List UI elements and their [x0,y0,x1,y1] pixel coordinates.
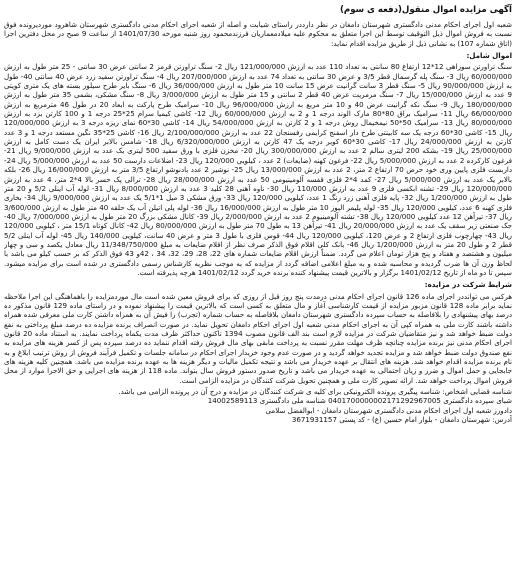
conditions-heading: شرایط شرکت در مزایده: [424,280,512,290]
assets-list: سنگ تراورتن سوراهی 12*12 ارتفاع 80 سانتی به تعداد 110 عدد به ارزش 121/000/000 ریال 2- سنگ تراورتن قرمز 2 سانتی عرض 30 سانتی - 25 متر طول به ارزش 60/000/000 ریال 3- سنگ پله گرسمال قطر 3/5 و عرض 30 سانتی به تعداد 74 عدد به ارزش 207/000/000 ریال 4- سنگ تراورتن سفید زرد عرض 40 سانتی 40- طول به ارزش 90/000/000 ریال 5- سنگ قطر 3 سانت گرانیت عرض 15 سانت 10 متر طول به ارزش 36/000/000 ریال 6- سنگ بایر طرح سیلور بسته های یک متری کویتی 9 عدد به ارزش 15/000/000 ریال 7- سنگ مرمریت عرض 40 قطر 2 سانتی و 15 متر طول به ارزش 3/000/000 ریال 8- سنگ مشکی، بشمی 35 متر طول به ارزش 180/000/000 ریال 9- سنگ نکه گرانیت عرض 40 و 10 متر مربع به ارزش 96/000/000 ریال 10- سرامیک طرح پارکت به ابعاد 20 در طول 46 مترمربع به ارزش 66/000/000 ریال 11- سرامیک براق 80*80 مارک الوند درجه 1 و 2 به ارزش 60/000/000 ریال 12- کاشی کیمیا سرام 25*25 درجه 1 و 100 کارتن بزد به ارزش 80/000/000 ریال 13- سرامیک 50*50 نیمخیمال روش درجه 1 و 2 کارتن به ارزش 54/000/000 ریال 14- کاشی 30*60 نمای ریزه درجه 3 به ارزش 120/000/000 ریال 15- کاشی 30*60 درجه یک سه کابینتی طرح دار اسفنج کرایمی رفسنجان 22 عدد به ارزش 2/100/000/000 ریال 16- کاشی 25*35 نگین مستعد درجه 1 و 3 عدد کارتن به ارزش 24/000/000 ریال 17- کاشی 30*60 کویر درجه یک 47 کارتن به ارزش 6/320/000/000 ریال 18- شامس بالابر ایران یک دست کامل به ارزش 25/000/000 ریال 19- بشکه 200 لیتری سالم 2 عدد به ارزش 300/000/000 ریال 20- مخزن فلزی با ورق سفید 500 لیتری یک عدد به ارزش 9/000/000 ریال 21- فرغون کارکرده 2 عدد به ارزش 5/000/000 ریال 22- فرغون کهنه (ضایعات) 2 عدد ، کیلویی 120/000 ریال 23- اضلاعات دارست 50 عدد به ارزش 5/000/000 ریال 24- داربست فلزی پایین وری خود حرض 70 ارتفاع 2 متر، 2 عدد به ارزش 13/000/000 ریال 25- نوشیر 2 عدد بادنوشو ارتفاع 3/5 متر به ارزش 16/000/000 ریال 26- بلکه بالابر یک عدد به ارزش 5/000/000 ریال 27- کمد 4*2 فلزی قفسه آلومینیومی 50 عدد به ارزش 28/000/000 ریال 28- ترالی پک حسر بالا 4*2 متر، 4 عدد به ارزش 120/000/000 ریال 29- تشنه ابکسی فلزی 9 عدد به ارزش 110/000 ریال 30- ناوه آهنی 28 کلید 3 عدد به ارزش 8/000/000 ریال 31- لوله آب اینلی 5/2 و 20 متر طول به ارزش 1/200/000 ریال 32- پایه فلزی آهنی زرد رنگ 1 عدد، کیلویی 120/000 ریال 33- ورق مشکی 3 میل 1*5/1 یک عدد به ارزش 9/000/000 ریال 34- بخاری فلزی کهنه 6 عدد، کیلویی 120/000 ریال 35- لوله پلیمر الپوز 10 متر طول به ارزش 16/000/000 ریال 36- لوله پلی اتیلن آب یک حلقه 40 متر طول به ارزش 3/600/000 ریال 37- تیرآهن 12 عدد کیلویی 120/000 ریال 38- تشته آلومینیوم 2 عدد به ارزش 2/000/000 ریال 39- کانال مشکی بزرگ 20 متر طول به ارزش 7/000/000 ریال 40- جک صنعتی زیر سقف یک عدد به ارزش 20/000/000 ریال 41- تیرآهن 13 به طول 70 متر طول به ارزش 80/000/000 ریال 42- کانال کوتاه 15/1 متر ، کیلویی 120/000 ریال 43- چهارچوب فلزی ارتفاع 2 و عرض 120، کیلویی 120/000 ریال 44- قوس فلزی با طول 3 متر و عرض 40 سانت، کیلویی 140/000 ریال 45- لوله آب اینلی 5/2 قطر 2 و طول 20 متر به ارزش 1/200/000 ریال 46- بانک کلی اقلام فوق الذکر صرف نظر از اقلام ضایعات به مبلغ 11/348/750/000 ریال معادل یکصد و سی و چهار میلیون و هشتصد و هفتاد و پنج هزار تومان اعلام می گردد. ضمناً ارزش اقلام ضایعات شماره های 22، 28، 29، 32، 34 ، 42و 43 فوق الذکر که بر حسب کیلو می باشد با لحاظ وزن آن ها ضرب گردیده و محاسبه شده و به مبلغ اعلامی اضافه گردد از مزایده که به موجب نظریه کارشناس رسمی دادگستری در شده است برای مزایده میشود. سپس تا دو ماه از تاریخ 1401/02/12 برگزار و بالاترین قیمت پیشنهاد کننده برنده خرید گردد 1401/02/12 هرچه پذیرفته است. [4,62,512,277]
footer-address: آدرس: شهرستان دامغان - بلوار امام حسین (ع) - کد پستی 3671931157 [291,415,512,425]
footer-signature: دادورز شعبه اول اجرای احکام مدنی دادگستری شهرستان دامغان - ابوالفضل سلامی [265,405,512,415]
assets-heading: اموال شامل: [466,51,512,61]
auction-notice [4,4,512,572]
notice-title: آگهی مزایده اموال منقول(دفعه ی سوم) [339,5,512,15]
footer-note: شناسه قضایی اشخاص: شناسه پیگیری پرونده الکترونیکی برای کلیه ی شرکت کنندگان در مزایده و درج آن در پرونده الزامی می باشد. [118,387,512,397]
footer-account: شبای سپرده دادگستری 0401700000002171292967005 شناسه ملی دادگستری 14002589113 [207,396,512,406]
conditions-text: هرکس می توانددر اجرای ماده 126 قانون اجرای احکام مدنی درمدت پنج روز قبل از روزی که برای فروش معین شده است مال موردمزایده را باهماهنگی این اجرا ملاحظه نماید برابر ماده 128 قانون مزبور مزایده از قیمت کارشناسی آغاز و مال متعلق به کسی است که بالاترین قیمت را پیشنهاد نموده و در راستای ماده 129 قانون مذکور ده درصد بهای پیشنهادی را بلافاصله به حساب سپرده دادگستری شهرستان دامغان بلافاصله به حساب شماره (تجرب) را فیش آن به همراه داشتن کارت ملی معرفی شده همراه داشته باشند کارت ملی به همراه کپی آن به اجرای احکام مدنی شعبه اول اجرای احکام دامغان تحویل نماید. در صورت انصراف برنده مزایده ده درصد مبلغ پرداختی به نفع دولت ضبط خواهد شد و نیز متقاضیان شرکت در مزایده لازم است بند الف قانون مصوب 1394 تاکنون حداکثر ظرف مدت یکماه پرداخت نمایند. به استناد ماده 20 قانون اجرای احکام مدنی نیز برنده مزایده چنانچه ظرف مهلت مقرر نسبت به پرداخت مابقی بهای مال فروش رفته اقدام ننماید ده درصد سپرده پس از کسر هزینه های مزایده به نفع صندوق دولت ضبط خواهد شد و مزایده تجدید خواهد گردید و در صورت عدم وجود خریدار اجرای احکام در سامانه جلسات و تکمیل فرآیند فروش از روش ترتیب ابلاغ و به نام برنده مزایده اقدام خواهد شد. هزینه های انتقال بر عهده خریدار می باشد و نتیجه تکمیل مالیات و دیگر هزینه ها به عهده برنده مزایده می باشد. همچنین کلیه هزینه های جابجایی و حمل اموال و ضرر و زیان احتمالی به عهده خریدار می باشد و تاریخ صدور دستور فروش سال بتواند. ماده 118 از هزینه های اجرایی و حق الاجرا موارد از محل فروش اموال پرداخت خواهد شد. ارائه تصویر کارت ملی و همچنین تحویل شرکت کنندگان در مزایده الزامی است. [4,291,512,385]
notice-intro: شعبه اول اجرای احکام مدنی دادگستری شهرستان دامغان در نظر دارددر راستای شیابت و اصله از شعبه اجرای احکام مدنی دادگستری شهرستان شاهرود موردیرونده فوق نسبت به فروش اموال ذیل التوقیف توسط این اجرا متعلق به محکوم علیه میلادمعماریان فرزندمحمود روز شنبه مورخه 1401/07/30 از ساعت 9 صبح در محل دفترین اجرا (اتاق شماره 107) به نشانی ذیل از طریق مزایده اقدام نماید: [4,20,512,48]
